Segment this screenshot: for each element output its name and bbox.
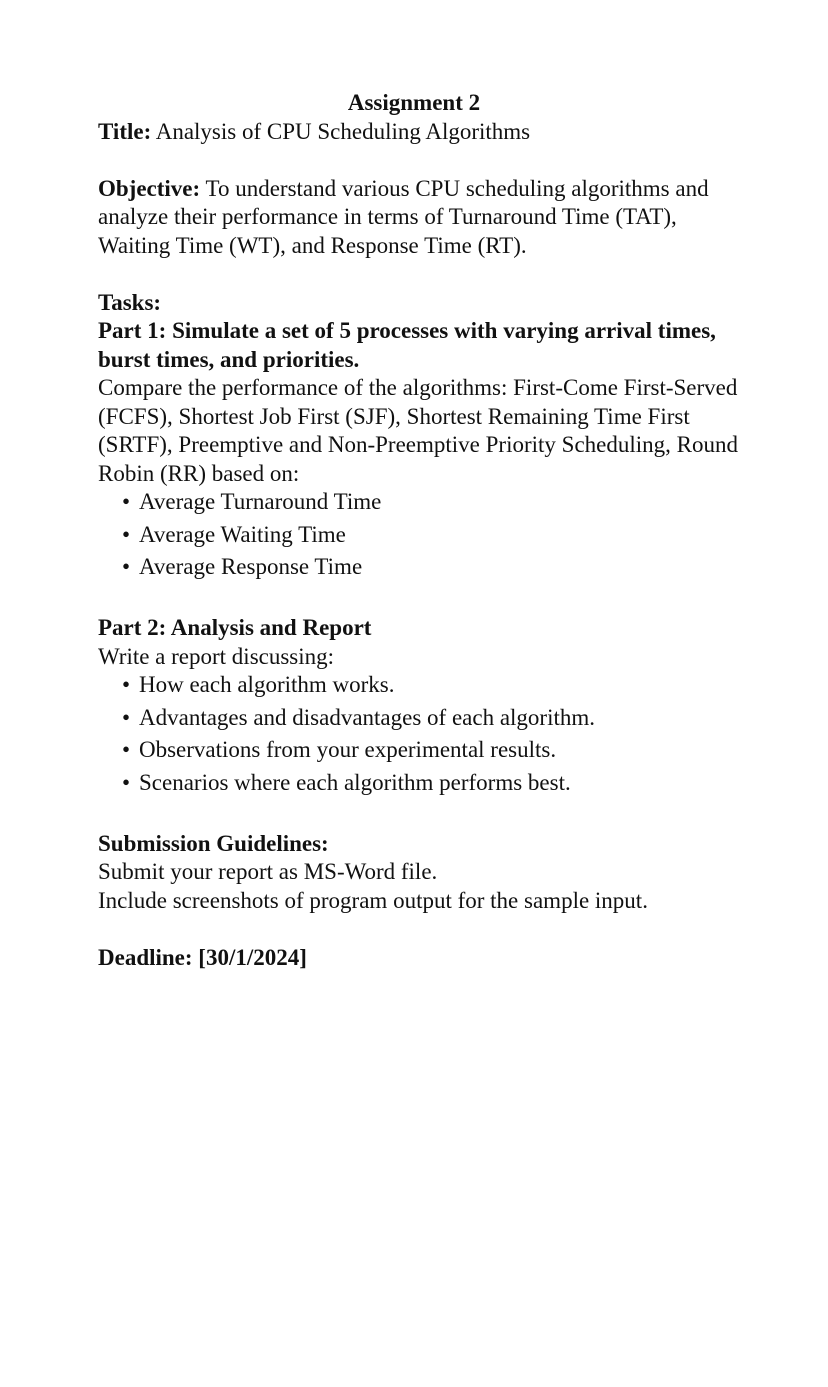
part1-heading: Part 1: Simulate a set of 5 processes with varying arrival times, burst times, and priorities. — [98, 318, 716, 372]
bullet-icon: • — [122, 521, 131, 547]
document-body — [98, 89, 738, 972]
list-item — [122, 769, 738, 798]
submission-line-1: Submit your report as MS-Word file. — [98, 859, 438, 884]
list-item — [122, 488, 738, 517]
bullet-icon: • — [122, 737, 131, 762]
submission-heading: Submission Guidelines: — [98, 830, 329, 856]
part2-text: Write a report discussing: — [98, 643, 335, 669]
list-item-text: How each algorithm works. — [139, 672, 395, 697]
deadline: Deadline: [30/1/2024] — [98, 944, 307, 970]
title-label: Title: — [98, 118, 152, 144]
objective-paragraph — [98, 175, 738, 261]
list-item-text: Advantages and disadvantages of each algorithm. — [139, 704, 596, 730]
bullet-icon: • — [122, 489, 131, 514]
part2-bullet-list — [98, 671, 738, 797]
assignment-title: Assignment 2 — [347, 90, 481, 115]
list-item — [122, 704, 738, 733]
list-item — [122, 671, 738, 700]
part1-bullet-list — [98, 488, 738, 582]
list-item-text: Average Waiting Time — [139, 521, 346, 547]
list-item — [122, 553, 738, 582]
bullet-icon: • — [122, 769, 131, 795]
list-item — [122, 736, 738, 765]
bullet-icon: • — [122, 704, 131, 730]
bullet-icon: • — [122, 554, 131, 579]
submission-line-2: Include screenshots of program output for the sample input. — [98, 887, 648, 913]
bullet-icon: • — [122, 672, 131, 697]
objective-label: Objective: — [98, 175, 201, 201]
title-value: Analysis of CPU Scheduling Algorithms — [151, 118, 531, 144]
list-item-text: Scenarios where each algorithm performs best. — [139, 769, 571, 795]
list-item-text: Average Turnaround Time — [139, 489, 382, 514]
tasks-label: Tasks: — [98, 289, 162, 315]
list-item-text: Average Response Time — [139, 554, 363, 579]
part1-text: Compare the performance of the algorithms: First-Come First-Served (FCFS), Shortest Job First (SJF), Shortest Remaining Time First (SRTF), Preemptive and Non-Preemptive Priority Scheduling, Round Robin (RR) based on: — [98, 375, 738, 486]
objective-text: To understand various CPU scheduling algorithms and analyze their performance in terms of Turnaround Time (TAT), Waiting Time (WT), and Response Time (RT). — [98, 175, 709, 258]
part2-heading: Part 2: Analysis and Report — [98, 615, 372, 640]
list-item-text: Observations from your experimental results. — [139, 737, 557, 762]
title-line — [98, 118, 738, 147]
list-item — [122, 521, 738, 550]
